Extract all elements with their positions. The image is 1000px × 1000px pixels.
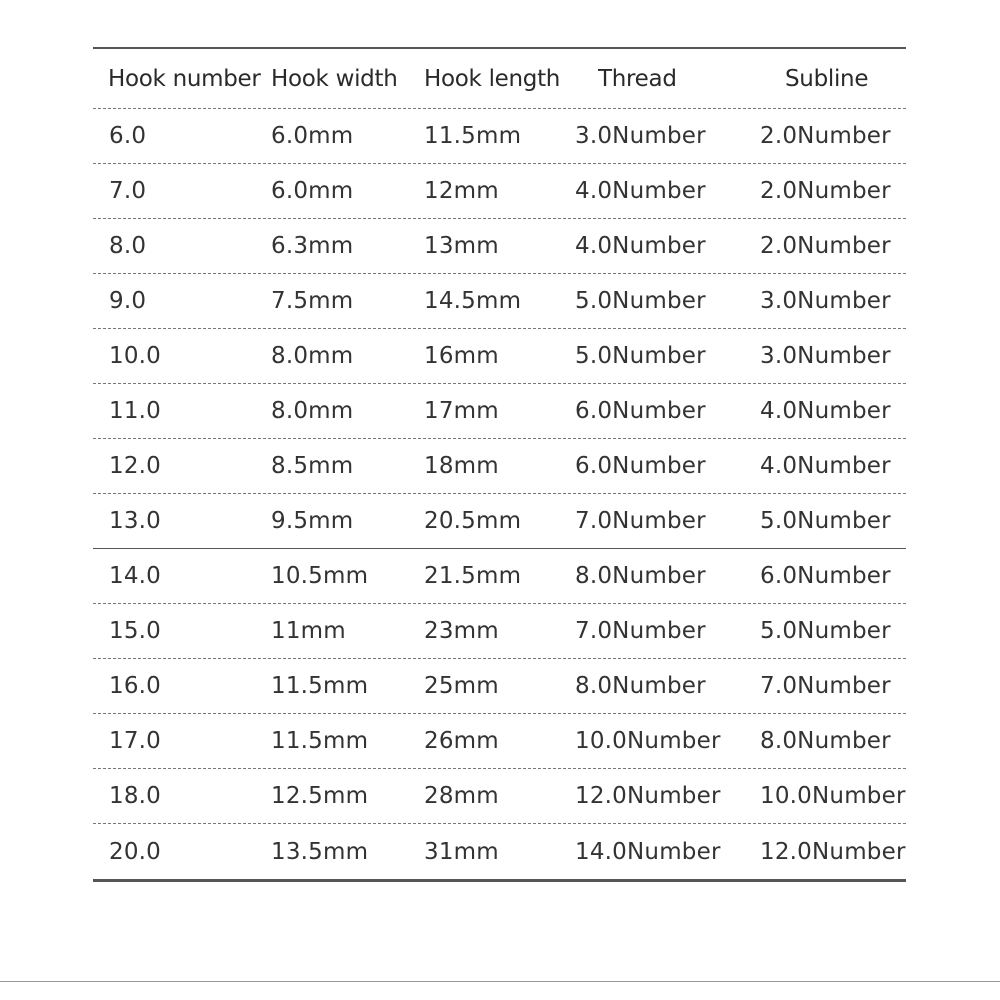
cell-subline: 8.0Number — [760, 728, 891, 754]
cell-thread: 5.0Number — [575, 343, 706, 369]
cell-hook-length: 28mm — [424, 783, 499, 809]
cell-hook-number: 14.0 — [109, 563, 162, 589]
cell-thread: 6.0Number — [575, 398, 706, 424]
cell-hook-width: 6.0mm — [271, 123, 354, 149]
cell-hook-width: 6.3mm — [271, 233, 354, 259]
cell-hook-number: 15.0 — [109, 618, 162, 644]
cell-hook-number: 11.0 — [109, 398, 162, 424]
cell-thread: 4.0Number — [575, 233, 706, 259]
cell-hook-width: 11.5mm — [271, 673, 369, 699]
cell-hook-length: 25mm — [424, 673, 499, 699]
cell-hook-width: 7.5mm — [271, 288, 354, 314]
cell-hook-length: 11.5mm — [424, 123, 522, 149]
table-row — [93, 274, 906, 329]
table-row — [93, 549, 906, 604]
cell-hook-length: 18mm — [424, 453, 499, 479]
cell-hook-number: 6.0 — [109, 123, 147, 149]
table-row — [93, 824, 906, 879]
page-bottom-divider — [0, 981, 1000, 982]
cell-hook-number: 10.0 — [109, 343, 162, 369]
cell-subline: 6.0Number — [760, 563, 891, 589]
cell-thread: 4.0Number — [575, 178, 706, 204]
table-header-row — [93, 49, 906, 109]
cell-hook-number: 16.0 — [109, 673, 162, 699]
cell-subline: 2.0Number — [760, 178, 891, 204]
table-row — [93, 439, 906, 494]
table-row — [93, 109, 906, 164]
cell-hook-length: 20.5mm — [424, 508, 522, 534]
table-row — [93, 659, 906, 714]
hook-size-table — [93, 47, 906, 882]
cell-subline: 2.0Number — [760, 233, 891, 259]
cell-hook-number: 18.0 — [109, 783, 162, 809]
cell-thread: 14.0Number — [575, 838, 721, 865]
cell-hook-width: 8.0mm — [271, 398, 354, 424]
cell-hook-number: 12.0 — [109, 453, 162, 479]
cell-hook-width: 13.5mm — [271, 838, 369, 865]
header-hook-number: Hook number — [108, 65, 261, 92]
cell-hook-number: 20.0 — [109, 838, 162, 865]
cell-subline: 3.0Number — [760, 288, 891, 314]
cell-hook-number: 17.0 — [109, 728, 162, 754]
cell-hook-length: 13mm — [424, 233, 499, 259]
cell-hook-width: 10.5mm — [271, 563, 369, 589]
cell-subline: 12.0Number — [760, 838, 906, 865]
cell-hook-width: 8.0mm — [271, 343, 354, 369]
cell-hook-length: 12mm — [424, 178, 499, 204]
header-subline: Subline — [785, 65, 869, 92]
cell-thread: 12.0Number — [575, 783, 721, 809]
cell-subline: 5.0Number — [760, 618, 891, 644]
cell-thread: 8.0Number — [575, 673, 706, 699]
table-row — [93, 219, 906, 274]
table-row — [93, 769, 906, 824]
table-row — [93, 714, 906, 769]
cell-subline: 5.0Number — [760, 508, 891, 534]
cell-hook-width: 11.5mm — [271, 728, 369, 754]
header-hook-length: Hook length — [424, 65, 561, 92]
cell-hook-width: 8.5mm — [271, 453, 354, 479]
cell-subline: 2.0Number — [760, 123, 891, 149]
cell-hook-number: 9.0 — [109, 288, 147, 314]
cell-thread: 5.0Number — [575, 288, 706, 314]
cell-thread: 10.0Number — [575, 728, 721, 754]
cell-hook-length: 17mm — [424, 398, 499, 424]
header-hook-width: Hook width — [271, 65, 398, 92]
table-row — [93, 384, 906, 439]
cell-thread: 7.0Number — [575, 508, 706, 534]
table-row — [93, 329, 906, 384]
cell-subline: 4.0Number — [760, 453, 891, 479]
cell-subline: 7.0Number — [760, 673, 891, 699]
cell-hook-length: 21.5mm — [424, 563, 522, 589]
cell-hook-width: 12.5mm — [271, 783, 369, 809]
table-row — [93, 164, 906, 219]
cell-subline: 10.0Number — [760, 783, 906, 809]
cell-hook-length: 23mm — [424, 618, 499, 644]
cell-thread: 6.0Number — [575, 453, 706, 479]
cell-subline: 3.0Number — [760, 343, 891, 369]
cell-hook-number: 13.0 — [109, 508, 162, 534]
table-row — [93, 604, 906, 659]
cell-hook-length: 14.5mm — [424, 288, 522, 314]
cell-thread: 7.0Number — [575, 618, 706, 644]
table-row — [93, 494, 906, 549]
header-thread: Thread — [598, 65, 677, 92]
cell-thread: 8.0Number — [575, 563, 706, 589]
cell-hook-length: 26mm — [424, 728, 499, 754]
cell-hook-number: 8.0 — [109, 233, 147, 259]
cell-hook-number: 7.0 — [109, 178, 147, 204]
cell-hook-width: 9.5mm — [271, 508, 354, 534]
cell-hook-length: 31mm — [424, 838, 499, 865]
cell-subline: 4.0Number — [760, 398, 891, 424]
cell-thread: 3.0Number — [575, 123, 706, 149]
cell-hook-width: 6.0mm — [271, 178, 354, 204]
cell-hook-width: 11mm — [271, 618, 346, 644]
table-bottom-rule — [93, 879, 906, 882]
cell-hook-length: 16mm — [424, 343, 499, 369]
